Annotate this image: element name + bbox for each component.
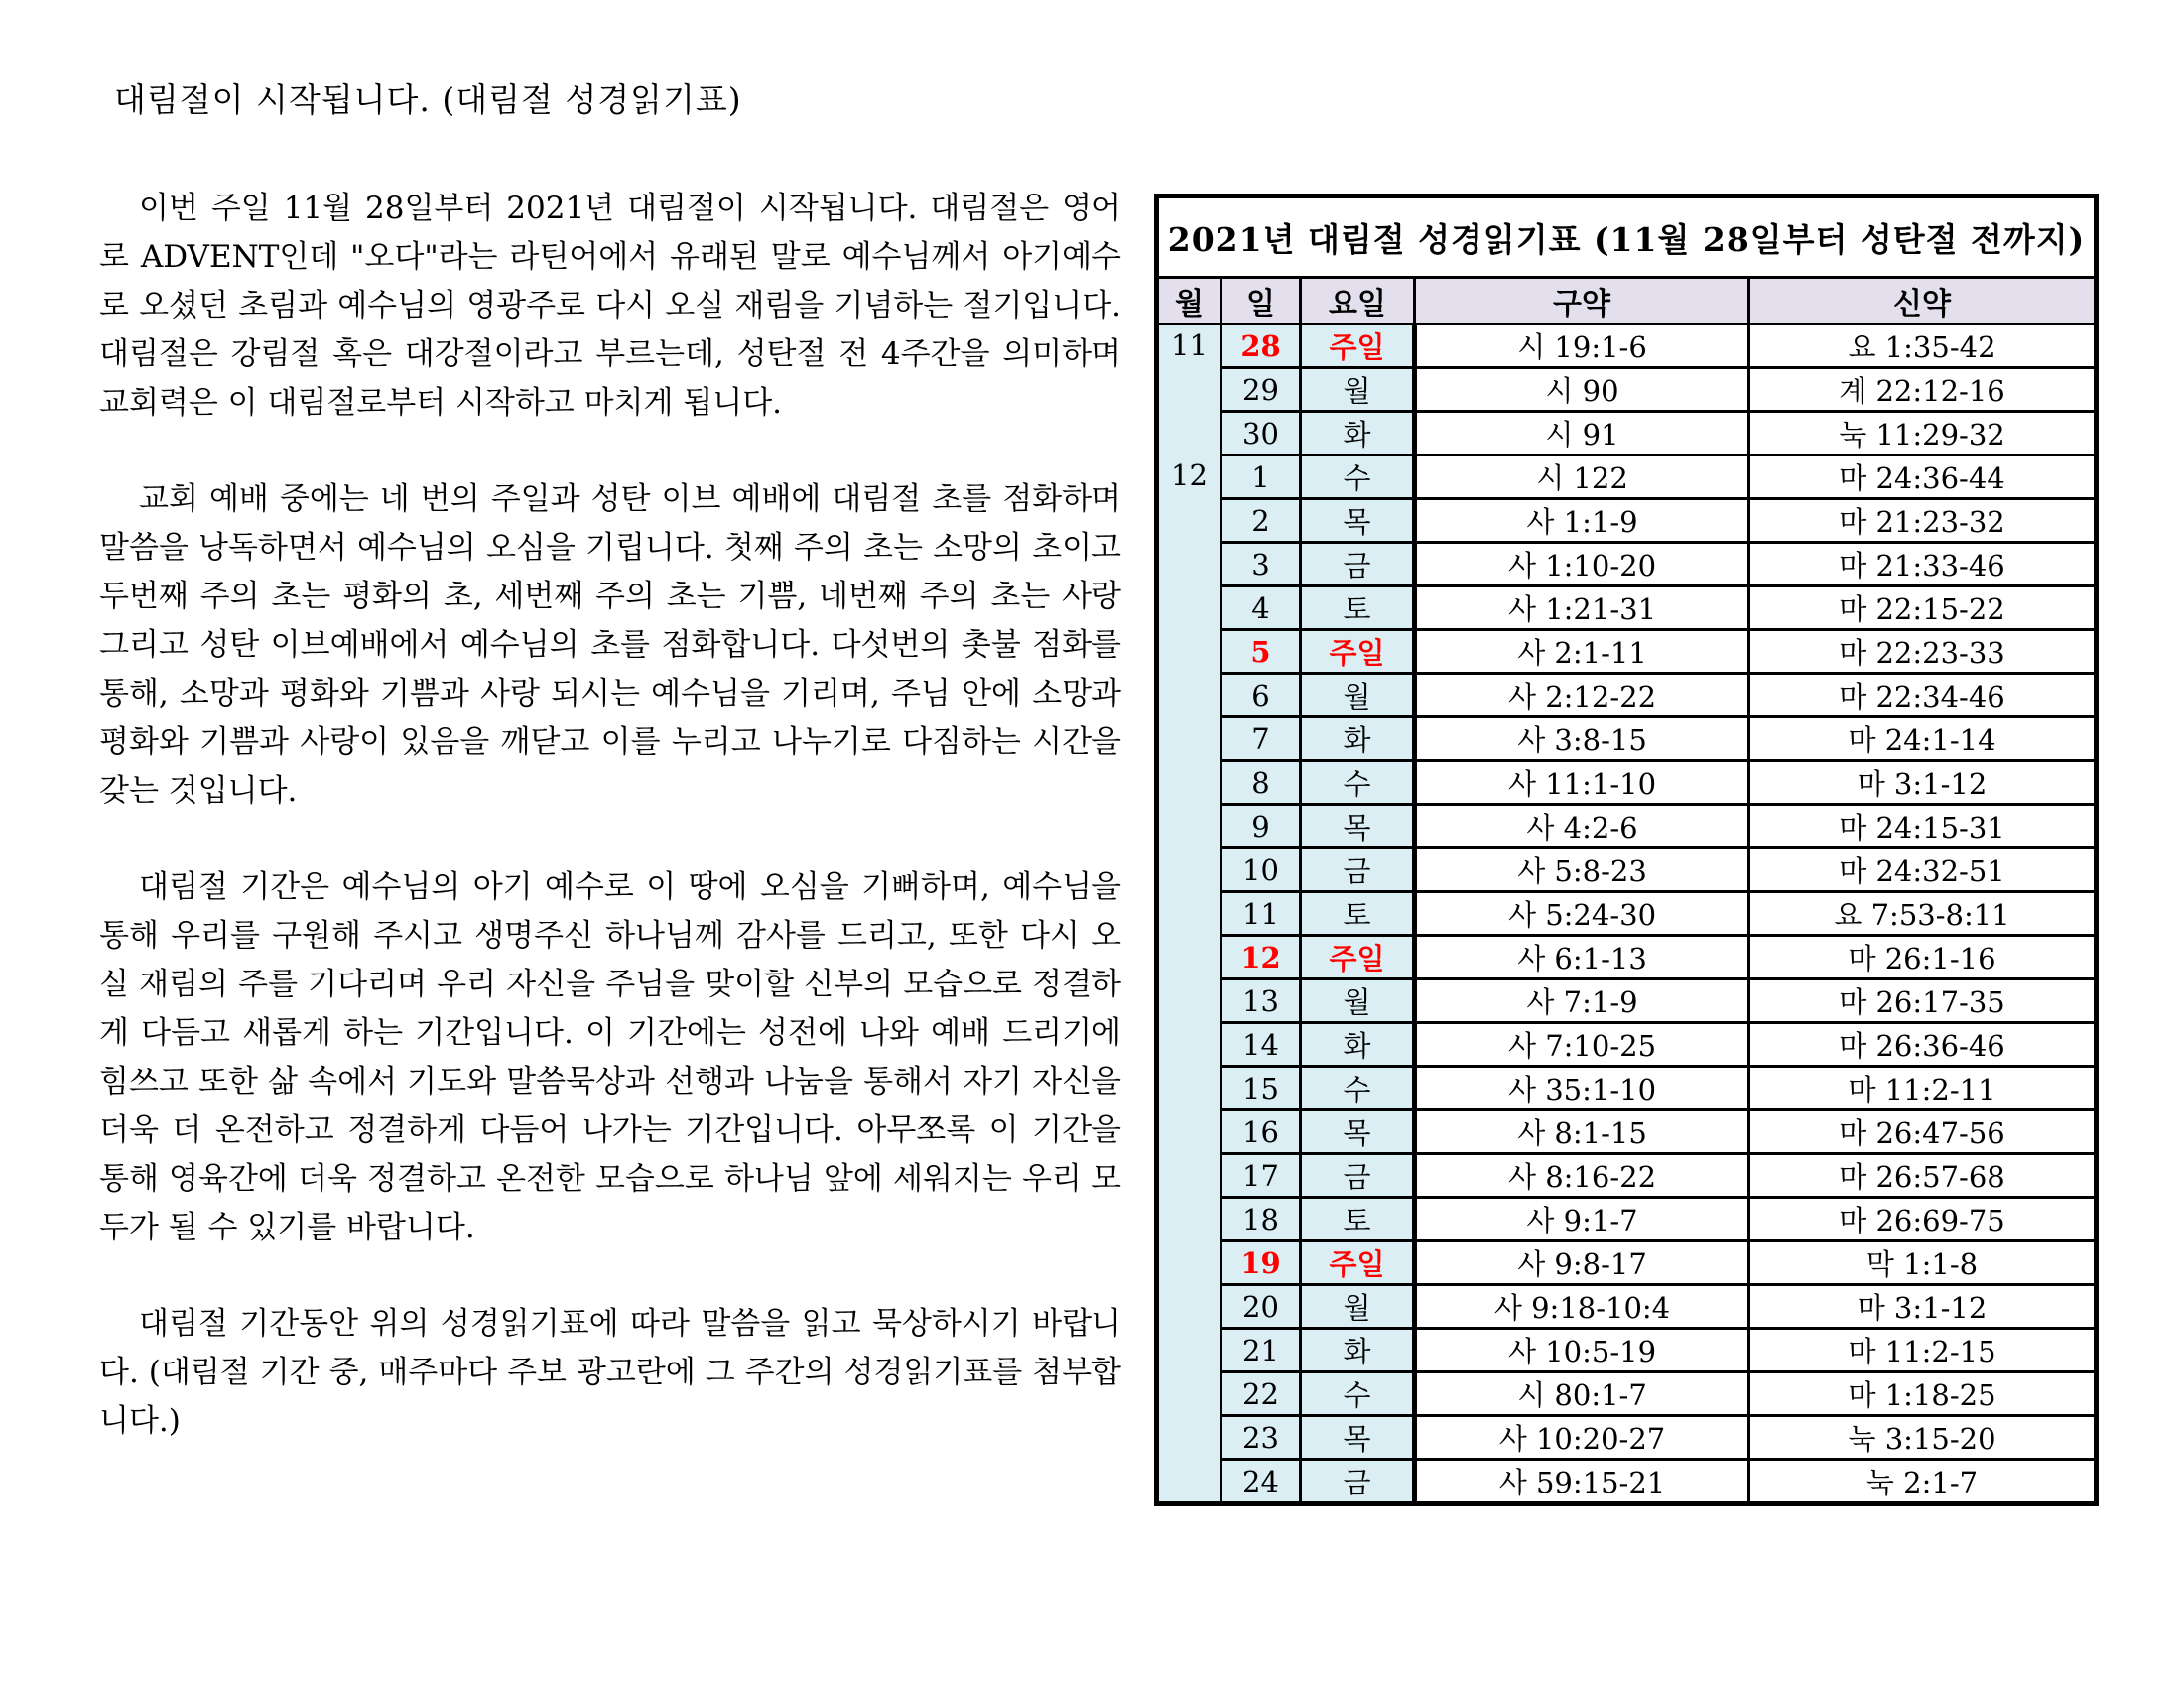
day-cell: 18: [1221, 1198, 1301, 1241]
ot-cell: 사 8:16-22: [1415, 1154, 1749, 1198]
ot-cell: 사 9:18-10:4: [1415, 1285, 1749, 1329]
ot-cell: 사 6:1-13: [1415, 936, 1749, 979]
day-cell: 7: [1221, 717, 1301, 761]
weekday-cell: 수: [1301, 761, 1415, 805]
ot-cell: 사 3:8-15: [1415, 717, 1749, 761]
table-title-row: [1157, 196, 2097, 278]
ot-cell: 사 2:1-11: [1415, 630, 1749, 674]
ot-cell: 시 80:1-7: [1415, 1372, 1749, 1416]
day-cell: 30: [1221, 412, 1301, 455]
weekday-cell: 금: [1301, 848, 1415, 892]
nt-cell: 눅 3:15-20: [1749, 1416, 2097, 1460]
col-header-new-testament: 신약: [1749, 278, 2097, 325]
day-cell: 8: [1221, 761, 1301, 805]
nt-cell: 눅 11:29-32: [1749, 412, 2097, 455]
nt-cell: 마 22:23-33: [1749, 630, 2097, 674]
day-cell: 5: [1221, 630, 1301, 674]
table-row: [1157, 1110, 2097, 1154]
month-cell: 11: [1157, 325, 1221, 455]
day-cell: 9: [1221, 805, 1301, 848]
ot-cell: 사 7:10-25: [1415, 1023, 1749, 1067]
nt-cell: 마 24:36-44: [1749, 455, 2097, 499]
nt-cell: 마 24:32-51: [1749, 848, 2097, 892]
bible-reading-table: [1154, 194, 2099, 1506]
day-cell: 2: [1221, 499, 1301, 543]
table-row: [1157, 979, 2097, 1023]
table-row: [1157, 499, 2097, 543]
table-row: [1157, 717, 2097, 761]
table-row: [1157, 1198, 2097, 1241]
nt-cell: 마 3:1-12: [1749, 761, 2097, 805]
day-cell: 17: [1221, 1154, 1301, 1198]
weekday-cell: 금: [1301, 1154, 1415, 1198]
nt-cell: 마 26:36-46: [1749, 1023, 2097, 1067]
nt-cell: 마 26:69-75: [1749, 1198, 2097, 1241]
day-cell: 1: [1221, 455, 1301, 499]
nt-cell: 막 1:1-8: [1749, 1241, 2097, 1285]
day-cell: 6: [1221, 674, 1301, 717]
day-cell: 24: [1221, 1460, 1301, 1504]
weekday-cell: 월: [1301, 674, 1415, 717]
day-cell: 29: [1221, 368, 1301, 412]
nt-cell: 마 21:23-32: [1749, 499, 2097, 543]
col-header-month: 월: [1157, 278, 1221, 325]
day-cell: 3: [1221, 543, 1301, 586]
table-row: [1157, 892, 2097, 936]
ot-cell: 사 5:8-23: [1415, 848, 1749, 892]
ot-cell: 사 35:1-10: [1415, 1067, 1749, 1110]
ot-cell: 사 5:24-30: [1415, 892, 1749, 936]
nt-cell: 마 11:2-15: [1749, 1329, 2097, 1372]
weekday-cell: 목: [1301, 1110, 1415, 1154]
nt-cell: 마 11:2-11: [1749, 1067, 2097, 1110]
day-cell: 23: [1221, 1416, 1301, 1460]
weekday-cell: 금: [1301, 1460, 1415, 1504]
table-row: [1157, 805, 2097, 848]
weekday-cell: 주일: [1301, 936, 1415, 979]
weekday-cell: 월: [1301, 1285, 1415, 1329]
table-title: 2021년 대림절 성경읽기표 (11월 28일부터 성탄절 전까지): [1157, 196, 2097, 278]
weekday-cell: 주일: [1301, 1241, 1415, 1285]
nt-cell: 요 1:35-42: [1749, 325, 2097, 368]
day-cell: 21: [1221, 1329, 1301, 1372]
table-row: [1157, 848, 2097, 892]
paragraph-candle-lighting: 교회 예배 중에는 네 번의 주일과 성탄 이브 예배에 대림절 초를 점화하며 말씀을 낭독하면서 예수님의 오심을 기립니다. 첫째 주의 초는 소망의 초이고 두번째 주의 초는 평화의 초, 세번째 주의 초는 기쁨, 네번째 주의 초는 사랑 그리고 성탄 이브예배에서 예수님의 초를 점화합니다. 다섯번의 촛불 점화를 통해, 소망과 평화와 기쁨과 사랑 되시는 예수님을 기리며, 주님 안에 소망과 평화와 기쁨과 사랑이 있음을 깨닫고 이를 누리고 나누기로 다짐하는 시간을 갖는 것입니다.: [99, 481, 1121, 809]
weekday-cell: 화: [1301, 1329, 1415, 1372]
nt-cell: 마 1:18-25: [1749, 1372, 2097, 1416]
table-row: [1157, 455, 2097, 499]
nt-cell: 마 26:1-16: [1749, 936, 2097, 979]
col-header-weekday: 요일: [1301, 278, 1415, 325]
table-row: [1157, 586, 2097, 630]
col-header-day: 일: [1221, 278, 1301, 325]
table-row: [1157, 1154, 2097, 1198]
ot-cell: 시 91: [1415, 412, 1749, 455]
table-row: [1157, 936, 2097, 979]
table-row: [1157, 325, 2097, 368]
day-cell: 20: [1221, 1285, 1301, 1329]
nt-cell: 요 7:53-8:11: [1749, 892, 2097, 936]
table-row: [1157, 1329, 2097, 1372]
table-row: [1157, 1067, 2097, 1110]
table-row: [1157, 630, 2097, 674]
day-cell: 16: [1221, 1110, 1301, 1154]
ot-cell: 사 2:12-22: [1415, 674, 1749, 717]
ot-cell: 사 1:1-9: [1415, 499, 1749, 543]
table-row: [1157, 368, 2097, 412]
table-header-row: [1157, 278, 2097, 325]
day-cell: 19: [1221, 1241, 1301, 1285]
weekday-cell: 목: [1301, 1416, 1415, 1460]
weekday-cell: 주일: [1301, 325, 1415, 368]
day-cell: 10: [1221, 848, 1301, 892]
ot-cell: 사 59:15-21: [1415, 1460, 1749, 1504]
weekday-cell: 수: [1301, 455, 1415, 499]
nt-cell: 마 24:15-31: [1749, 805, 2097, 848]
table-row: [1157, 1285, 2097, 1329]
table-row: [1157, 1023, 2097, 1067]
weekday-cell: 토: [1301, 586, 1415, 630]
month-cell: 12: [1157, 455, 1221, 1504]
paragraph-reading-guide: 대림절 기간동안 위의 성경읽기표에 따라 말씀을 읽고 묵상하시기 바랍니다. (대림절 기간 중, 매주마다 주보 광고란에 그 주간의 성경읽기표를 첨부합니다.): [99, 1306, 1121, 1439]
ot-cell: 사 8:1-15: [1415, 1110, 1749, 1154]
day-cell: 12: [1221, 936, 1301, 979]
ot-cell: 시 19:1-6: [1415, 325, 1749, 368]
ot-cell: 사 1:21-31: [1415, 586, 1749, 630]
nt-cell: 마 26:57-68: [1749, 1154, 2097, 1198]
weekday-cell: 화: [1301, 1023, 1415, 1067]
weekday-cell: 화: [1301, 717, 1415, 761]
nt-cell: 마 22:34-46: [1749, 674, 2097, 717]
nt-cell: 눅 2:1-7: [1749, 1460, 2097, 1504]
table-row: [1157, 1372, 2097, 1416]
weekday-cell: 수: [1301, 1372, 1415, 1416]
table-row: [1157, 543, 2097, 586]
table-row: [1157, 1416, 2097, 1460]
nt-cell: 마 24:1-14: [1749, 717, 2097, 761]
paragraph-advent-intro: 이번 주일 11월 28일부터 2021년 대림절이 시작됩니다. 대림절은 영어로 ADVENT인데 "오다"라는 라틴어에서 유래된 말로 예수님께서 아기예수로 오셨던 초림과 예수님의 영광주로 다시 오실 재림을 기념하는 절기입니다. 대림절은 강림절 혹은 대강절이라고 부르는데, 성탄절 전 4주간을 의미하며 교회력은 이 대림절로부터 시작하고 마치게 됩니다.: [99, 191, 1121, 421]
ot-cell: 사 1:10-20: [1415, 543, 1749, 586]
nt-cell: 마 26:17-35: [1749, 979, 2097, 1023]
weekday-cell: 목: [1301, 805, 1415, 848]
nt-cell: 마 22:15-22: [1749, 586, 2097, 630]
ot-cell: 사 9:1-7: [1415, 1198, 1749, 1241]
weekday-cell: 수: [1301, 1067, 1415, 1110]
day-cell: 14: [1221, 1023, 1301, 1067]
table-row: [1157, 761, 2097, 805]
table-row: [1157, 674, 2097, 717]
weekday-cell: 월: [1301, 979, 1415, 1023]
table-row: [1157, 1460, 2097, 1504]
weekday-cell: 토: [1301, 1198, 1415, 1241]
nt-cell: 마 3:1-12: [1749, 1285, 2097, 1329]
page-title: 대림절이 시작됩니다. (대림절 성경읽기표): [114, 80, 742, 119]
paragraph-advent-season: 대림절 기간은 예수님의 아기 예수로 이 땅에 오심을 기뻐하며, 예수님을 통해 우리를 구원해 주시고 생명주신 하나님께 감사를 드리고, 또한 다시 오실 재림의 주를 기다리며 우리 자신을 주님을 맞이할 신부의 모습으로 정결하게 다듬고 새롭게 하는 기간입니다. 이 기간에는 성전에 나와 예배 드리기에 힘쓰고 또한 삶 속에서 기도와 말씀묵상과 선행과 나눔을 통해서 자기 자신을 더욱 더 온전하고 정결하게 다듬어 나가는 기간입니다. 아무쪼록 이 기간을 통해 영육간에 더욱 정결하고 온전한 모습으로 하나님 앞에 세워지는 우리 모두가 될 수 있기를 바랍니다.: [99, 869, 1121, 1245]
ot-cell: 사 11:1-10: [1415, 761, 1749, 805]
day-cell: 13: [1221, 979, 1301, 1023]
ot-cell: 사 7:1-9: [1415, 979, 1749, 1023]
weekday-cell: 월: [1301, 368, 1415, 412]
body-text: [99, 185, 1121, 1493]
table-row: [1157, 1241, 2097, 1285]
day-cell: 15: [1221, 1067, 1301, 1110]
day-cell: 28: [1221, 325, 1301, 368]
ot-cell: 시 122: [1415, 455, 1749, 499]
day-cell: 11: [1221, 892, 1301, 936]
day-cell: 4: [1221, 586, 1301, 630]
ot-cell: 사 9:8-17: [1415, 1241, 1749, 1285]
col-header-old-testament: 구약: [1415, 278, 1749, 325]
nt-cell: 마 26:47-56: [1749, 1110, 2097, 1154]
ot-cell: 사 10:20-27: [1415, 1416, 1749, 1460]
weekday-cell: 토: [1301, 892, 1415, 936]
nt-cell: 계 22:12-16: [1749, 368, 2097, 412]
ot-cell: 사 10:5-19: [1415, 1329, 1749, 1372]
ot-cell: 시 90: [1415, 368, 1749, 412]
weekday-cell: 주일: [1301, 630, 1415, 674]
day-cell: 22: [1221, 1372, 1301, 1416]
weekday-cell: 금: [1301, 543, 1415, 586]
ot-cell: 사 4:2-6: [1415, 805, 1749, 848]
nt-cell: 마 21:33-46: [1749, 543, 2097, 586]
table-row: [1157, 412, 2097, 455]
weekday-cell: 화: [1301, 412, 1415, 455]
weekday-cell: 목: [1301, 499, 1415, 543]
